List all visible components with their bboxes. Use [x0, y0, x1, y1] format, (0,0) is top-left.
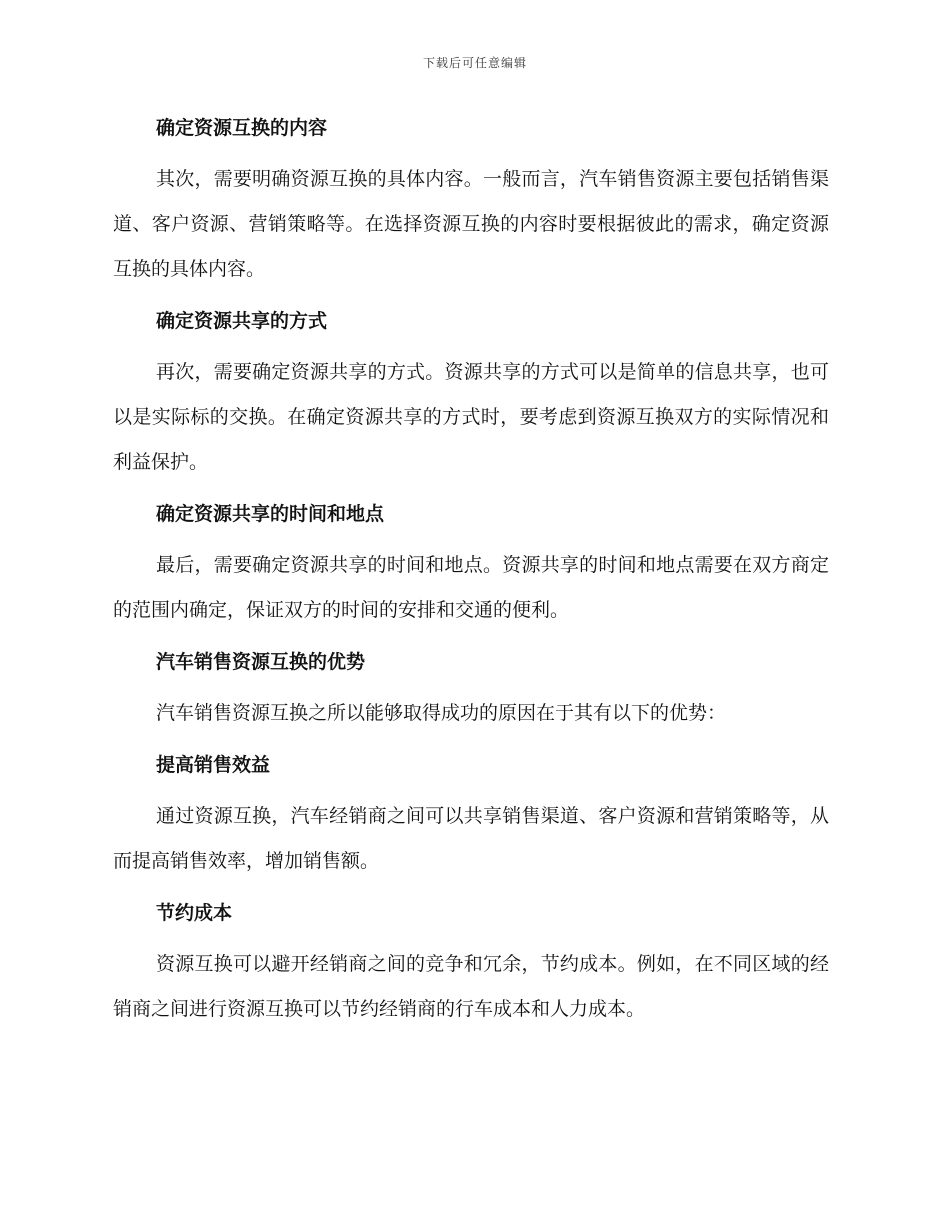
section-heading-save-cost: 节约成本: [156, 902, 233, 924]
section-paragraph-content: 其次，需要明确资源互换的具体内容。一般而言，汽车销售资源主要包括销售渠道、客户资源、营销策略等。在选择资源互换的内容时要根据彼此的需求，确定资源互换的具体内容。: [113, 168, 829, 280]
section-heading-sharing-method: 确定资源共享的方式: [156, 310, 328, 332]
section-paragraph-sales-benefit: 通过资源互换，汽车经销商之间可以共享销售渠道、客户资源和营销策略等，从而提高销售效率，增加销售额。: [113, 805, 829, 872]
page-header: 下载后可任意编辑: [422, 56, 527, 70]
section-heading-sales-benefit: 提高销售效益: [156, 754, 271, 776]
section-heading-time-place: 确定资源共享的时间和地点: [156, 503, 385, 525]
section-paragraph-save-cost: 资源互换可以避开经销商之间的竞争和冗余，节约成本。例如，在不同区域的经销商之间进行资源互换可以节约经销商的行车成本和人力成本。: [113, 953, 829, 1020]
section-heading-advantages: 汽车销售资源互换的优势: [156, 651, 366, 673]
section-heading-content: 确定资源互换的内容: [156, 117, 328, 139]
section-paragraph-time-place: 最后，需要确定资源共享的时间和地点。资源共享的时间和地点需要在双方商定的范围内确定，保证双方的时间的安排和交通的便利。: [113, 554, 829, 621]
document-body: [113, 112, 829, 1032]
section-paragraph-sharing-method: 再次，需要确定资源共享的方式。资源共享的方式可以是简单的信息共享，也可以是实际标的交换。在确定资源共享的方式时，要考虑到资源互换双方的实际情况和利益保护。: [113, 361, 829, 473]
section-paragraph-advantages: 汽车销售资源互换之所以能够取得成功的原因在于其有以下的优势：: [156, 702, 727, 724]
